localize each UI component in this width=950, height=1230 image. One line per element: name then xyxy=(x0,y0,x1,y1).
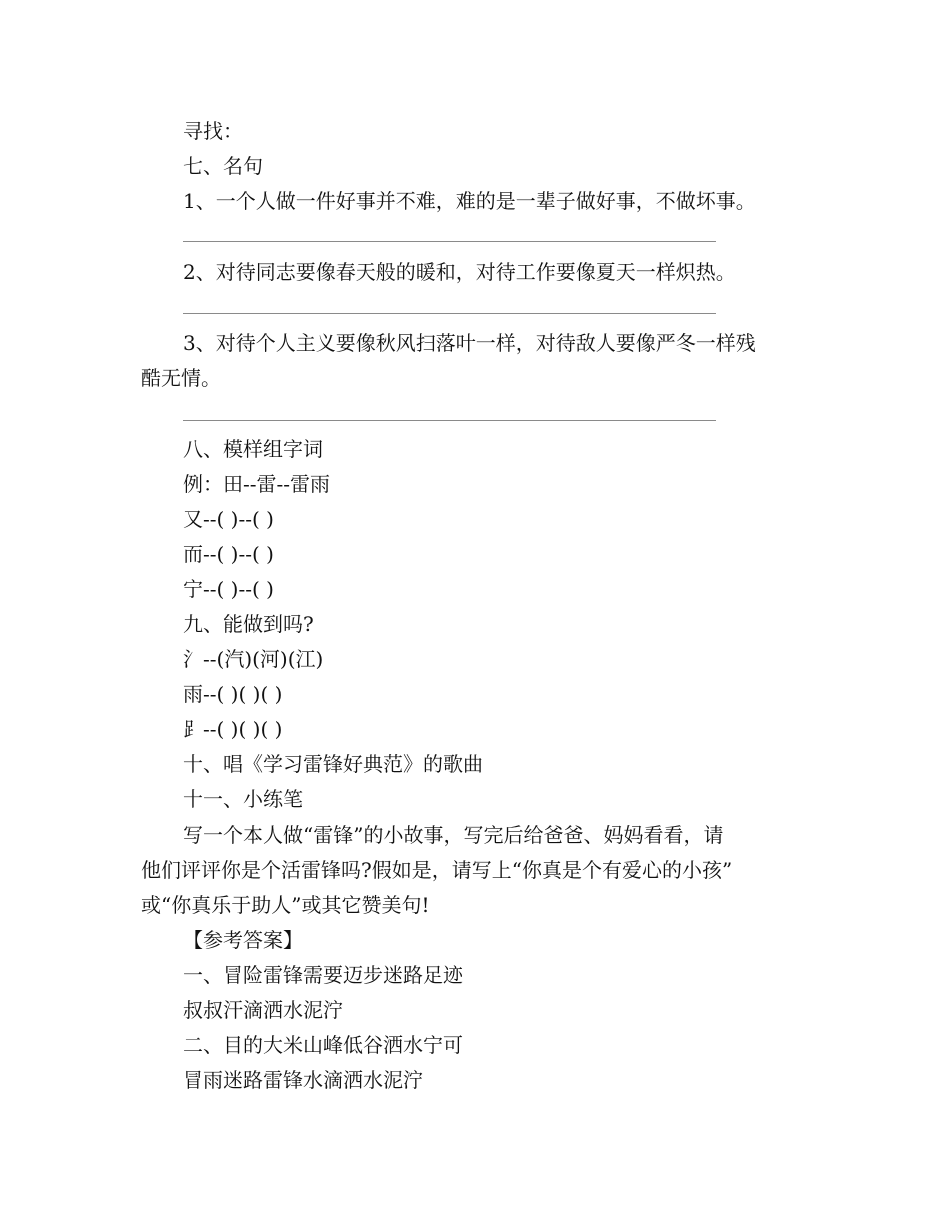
answer-line-1 xyxy=(183,241,716,242)
answer-1-line-2: 叔叔汗滴洒水泥泞 xyxy=(183,998,343,1022)
writing-prompt-line-2: 他们评评你是个活雷锋吗?假如是，请写上“你真是个有爱心的小孩” xyxy=(141,858,733,882)
answer-line-2 xyxy=(183,313,716,314)
quote-3-line-1: 3、对待个人主义要像秋风扫落叶一样，对待敌人要像严冬一样残 xyxy=(183,331,756,355)
answer-1-line-1: 一、冒险雷锋需要迈步迷路足迹 xyxy=(183,963,463,987)
section-heading-famous-quotes: 七、名句 xyxy=(183,154,263,178)
radical-item-1: 雨--( )( )( ) xyxy=(183,682,283,706)
section-heading-word-building: 八、模样组字词 xyxy=(183,437,323,461)
answer-2-line-2: 冒雨迷路雷锋水滴洒水泥泞 xyxy=(183,1068,423,1092)
radical-example: 氵--(汽)(河)(江) xyxy=(183,647,324,671)
word-building-item-3: 宁--( )--( ) xyxy=(183,577,274,601)
answer-2-line-1: 二、目的大米山峰低谷洒水宁可 xyxy=(183,1033,463,1057)
word-building-example: 例：田--雷--雷雨 xyxy=(183,472,331,496)
text-line-search: 寻找： xyxy=(183,119,243,143)
quote-1: 1、一个人做一件好事并不难，难的是一辈子做好事，不做坏事。 xyxy=(183,189,756,213)
section-heading-can-you-do-it: 九、能做到吗? xyxy=(183,612,314,636)
answer-line-3 xyxy=(183,420,716,421)
word-building-item-2: 而--( )--( ) xyxy=(183,542,274,566)
section-heading-writing-practice: 十一、小练笔 xyxy=(183,787,303,811)
quote-3-line-2: 酷无情。 xyxy=(141,366,221,390)
writing-prompt-line-1: 写一个本人做“雷锋”的小故事，写完后给爸爸、妈妈看看，请 xyxy=(183,823,724,847)
radical-item-2: ⻊--( )( )( ) xyxy=(183,717,283,741)
section-heading-reference-answers: 【参考答案】 xyxy=(183,928,303,952)
word-building-item-1: 又--( )--( ) xyxy=(183,507,274,531)
quote-2: 2、对待同志要像春天般的暖和，对待工作要像夏天一样炽热。 xyxy=(183,260,736,284)
section-heading-song: 十、唱《学习雷锋好典范》的歌曲 xyxy=(183,752,483,776)
writing-prompt-line-3: 或“你真乐于助人”或其它赞美句! xyxy=(141,893,430,917)
